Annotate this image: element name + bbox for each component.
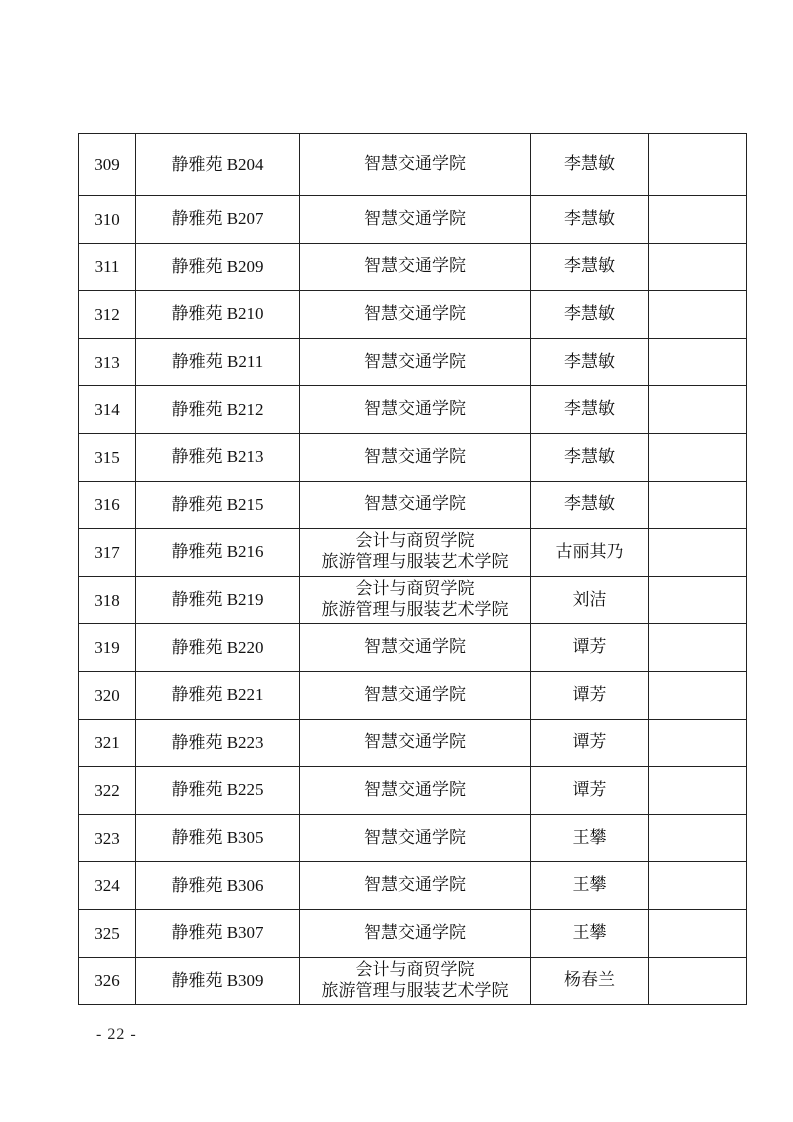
row-number-cell: 309 bbox=[79, 134, 136, 196]
staff-cell: 古丽其乃 bbox=[531, 529, 649, 577]
room-cell bbox=[136, 909, 300, 957]
room-code: B305 bbox=[226, 828, 264, 848]
room-code: B211 bbox=[227, 352, 264, 372]
college-name: 会计与商贸学院 bbox=[355, 959, 475, 980]
row-number-cell: 313 bbox=[79, 338, 136, 386]
note-cell bbox=[649, 576, 747, 624]
table-row bbox=[79, 957, 747, 1005]
room-cell bbox=[136, 529, 300, 577]
staff-cell: 谭芳 bbox=[531, 767, 649, 815]
college-name: 会计与商贸学院 bbox=[355, 531, 475, 552]
room-cell bbox=[136, 243, 300, 291]
room-code: B219 bbox=[226, 590, 264, 610]
college-cell bbox=[300, 338, 531, 386]
room-code: B221 bbox=[226, 685, 264, 705]
row-number-cell: 316 bbox=[79, 481, 136, 529]
table-row bbox=[79, 719, 747, 767]
table-row bbox=[79, 338, 747, 386]
table-row bbox=[79, 909, 747, 957]
college-cell bbox=[300, 529, 531, 577]
room-code: B307 bbox=[226, 923, 264, 943]
room-cell bbox=[136, 671, 300, 719]
row-number-cell: 317 bbox=[79, 529, 136, 577]
room-cell bbox=[136, 134, 300, 196]
room-cell bbox=[136, 196, 300, 244]
college-name: 智慧交通学院 bbox=[364, 779, 466, 800]
row-number-cell: 318 bbox=[79, 576, 136, 624]
room-cell bbox=[136, 386, 300, 434]
college-cell bbox=[300, 767, 531, 815]
college-cell bbox=[300, 576, 531, 624]
staff-cell: 谭芳 bbox=[531, 719, 649, 767]
room-code: B204 bbox=[226, 154, 264, 174]
college-name: 智慧交通学院 bbox=[364, 399, 466, 420]
note-cell bbox=[649, 671, 747, 719]
staff-cell: 李慧敏 bbox=[531, 134, 649, 196]
college-name: 智慧交通学院 bbox=[364, 827, 466, 848]
note-cell bbox=[649, 386, 747, 434]
college-cell bbox=[300, 957, 531, 1005]
room-code: B220 bbox=[226, 637, 264, 657]
staff-cell: 谭芳 bbox=[531, 624, 649, 672]
college-name: 智慧交通学院 bbox=[364, 637, 466, 658]
note-cell bbox=[649, 433, 747, 481]
room-cell bbox=[136, 814, 300, 862]
college-name: 旅游管理与服装艺术学院 bbox=[321, 980, 509, 1001]
room-code: B225 bbox=[226, 780, 264, 800]
note-cell bbox=[649, 481, 747, 529]
row-number-cell: 323 bbox=[79, 814, 136, 862]
page-number: - 22 - bbox=[96, 1026, 137, 1043]
room-building-name: 静雅苑 bbox=[171, 732, 223, 753]
room-cell bbox=[136, 481, 300, 529]
table-row bbox=[79, 433, 747, 481]
note-cell bbox=[649, 767, 747, 815]
college-name: 智慧交通学院 bbox=[364, 732, 466, 753]
table-row bbox=[79, 576, 747, 624]
staff-cell: 李慧敏 bbox=[531, 291, 649, 339]
room-building-name: 静雅苑 bbox=[171, 780, 223, 801]
room-building-name: 静雅苑 bbox=[171, 209, 223, 230]
room-building-name: 静雅苑 bbox=[171, 685, 223, 706]
room-cell bbox=[136, 862, 300, 910]
note-cell bbox=[649, 909, 747, 957]
college-cell bbox=[300, 134, 531, 196]
note-cell bbox=[649, 134, 747, 196]
row-number-cell: 311 bbox=[79, 243, 136, 291]
college-name: 智慧交通学院 bbox=[364, 351, 466, 372]
row-number-cell: 324 bbox=[79, 862, 136, 910]
note-cell bbox=[649, 529, 747, 577]
row-number-cell: 310 bbox=[79, 196, 136, 244]
college-name: 智慧交通学院 bbox=[364, 154, 466, 174]
note-cell bbox=[649, 338, 747, 386]
table-row bbox=[79, 386, 747, 434]
room-building-name: 静雅苑 bbox=[171, 447, 223, 468]
row-number-cell: 315 bbox=[79, 433, 136, 481]
note-cell bbox=[649, 719, 747, 767]
college-cell bbox=[300, 291, 531, 339]
staff-cell: 王攀 bbox=[531, 909, 649, 957]
note-cell bbox=[649, 291, 747, 339]
row-number-cell: 325 bbox=[79, 909, 136, 957]
college-cell bbox=[300, 481, 531, 529]
room-building-name: 静雅苑 bbox=[171, 154, 223, 175]
room-building-name: 静雅苑 bbox=[171, 970, 223, 991]
college-name: 会计与商贸学院 bbox=[355, 579, 475, 600]
room-building-name: 静雅苑 bbox=[171, 590, 223, 611]
row-number-cell: 320 bbox=[79, 671, 136, 719]
table-row bbox=[79, 814, 747, 862]
room-building-name: 静雅苑 bbox=[171, 542, 223, 563]
row-number-cell: 326 bbox=[79, 957, 136, 1005]
room-cell bbox=[136, 719, 300, 767]
note-cell bbox=[649, 243, 747, 291]
table-row bbox=[79, 767, 747, 815]
room-code: B213 bbox=[226, 447, 264, 467]
staff-cell: 王攀 bbox=[531, 862, 649, 910]
note-cell bbox=[649, 624, 747, 672]
room-code: B306 bbox=[226, 875, 264, 895]
college-name: 智慧交通学院 bbox=[364, 256, 466, 277]
college-cell bbox=[300, 433, 531, 481]
table-row bbox=[79, 481, 747, 529]
room-code: B212 bbox=[226, 399, 264, 419]
room-code: B210 bbox=[226, 304, 264, 324]
room-building-name: 静雅苑 bbox=[171, 399, 223, 420]
table-row bbox=[79, 529, 747, 577]
room-code: B223 bbox=[226, 732, 264, 752]
college-cell bbox=[300, 719, 531, 767]
note-cell bbox=[649, 862, 747, 910]
college-name: 旅游管理与服装艺术学院 bbox=[321, 552, 509, 573]
row-number-cell: 312 bbox=[79, 291, 136, 339]
note-cell bbox=[649, 957, 747, 1005]
room-building-name: 静雅苑 bbox=[171, 828, 223, 849]
college-name: 智慧交通学院 bbox=[364, 875, 466, 896]
room-cell bbox=[136, 957, 300, 1005]
room-building-name: 静雅苑 bbox=[171, 494, 223, 515]
college-name: 旅游管理与服装艺术学院 bbox=[321, 600, 509, 621]
room-code: B309 bbox=[226, 970, 264, 990]
college-cell bbox=[300, 909, 531, 957]
college-name: 智慧交通学院 bbox=[364, 922, 466, 943]
college-cell bbox=[300, 196, 531, 244]
room-building-name: 静雅苑 bbox=[171, 875, 223, 896]
room-building-name: 静雅苑 bbox=[171, 304, 223, 325]
table-row bbox=[79, 291, 747, 339]
note-cell bbox=[649, 196, 747, 244]
row-number-cell: 319 bbox=[79, 624, 136, 672]
table-row bbox=[79, 243, 747, 291]
room-building-name: 静雅苑 bbox=[171, 256, 223, 277]
room-cell bbox=[136, 433, 300, 481]
room-cell bbox=[136, 624, 300, 672]
note-cell bbox=[649, 814, 747, 862]
staff-cell: 李慧敏 bbox=[531, 196, 649, 244]
college-cell bbox=[300, 624, 531, 672]
room-cell bbox=[136, 576, 300, 624]
staff-cell: 李慧敏 bbox=[531, 386, 649, 434]
staff-cell: 谭芳 bbox=[531, 671, 649, 719]
room-building-name: 静雅苑 bbox=[171, 637, 223, 658]
staff-cell: 李慧敏 bbox=[531, 338, 649, 386]
room-code: B207 bbox=[226, 209, 264, 229]
room-code: B216 bbox=[226, 542, 264, 562]
staff-cell: 王攀 bbox=[531, 814, 649, 862]
table-row bbox=[79, 624, 747, 672]
staff-cell: 刘洁 bbox=[531, 576, 649, 624]
college-name: 智慧交通学院 bbox=[364, 684, 466, 705]
college-name: 智慧交通学院 bbox=[364, 494, 466, 515]
table-row bbox=[79, 134, 747, 196]
staff-cell: 杨春兰 bbox=[531, 957, 649, 1005]
college-cell bbox=[300, 862, 531, 910]
college-cell bbox=[300, 243, 531, 291]
room-code: B215 bbox=[226, 494, 264, 514]
room-code: B209 bbox=[226, 256, 264, 276]
college-cell bbox=[300, 386, 531, 434]
college-cell bbox=[300, 671, 531, 719]
table-row bbox=[79, 862, 747, 910]
table-row bbox=[79, 196, 747, 244]
room-cell bbox=[136, 291, 300, 339]
college-cell bbox=[300, 814, 531, 862]
row-number-cell: 321 bbox=[79, 719, 136, 767]
table-row bbox=[79, 671, 747, 719]
table-body bbox=[79, 134, 747, 1005]
room-cell bbox=[136, 338, 300, 386]
room-cell bbox=[136, 767, 300, 815]
row-number-cell: 322 bbox=[79, 767, 136, 815]
dormitory-table bbox=[78, 133, 747, 1005]
staff-cell: 李慧敏 bbox=[531, 481, 649, 529]
room-building-name: 静雅苑 bbox=[171, 352, 223, 373]
row-number-cell: 314 bbox=[79, 386, 136, 434]
staff-cell: 李慧敏 bbox=[531, 243, 649, 291]
staff-cell: 李慧敏 bbox=[531, 433, 649, 481]
college-name: 智慧交通学院 bbox=[364, 303, 466, 324]
college-name: 智慧交通学院 bbox=[364, 208, 466, 229]
college-name: 智慧交通学院 bbox=[364, 446, 466, 467]
room-building-name: 静雅苑 bbox=[171, 923, 223, 944]
